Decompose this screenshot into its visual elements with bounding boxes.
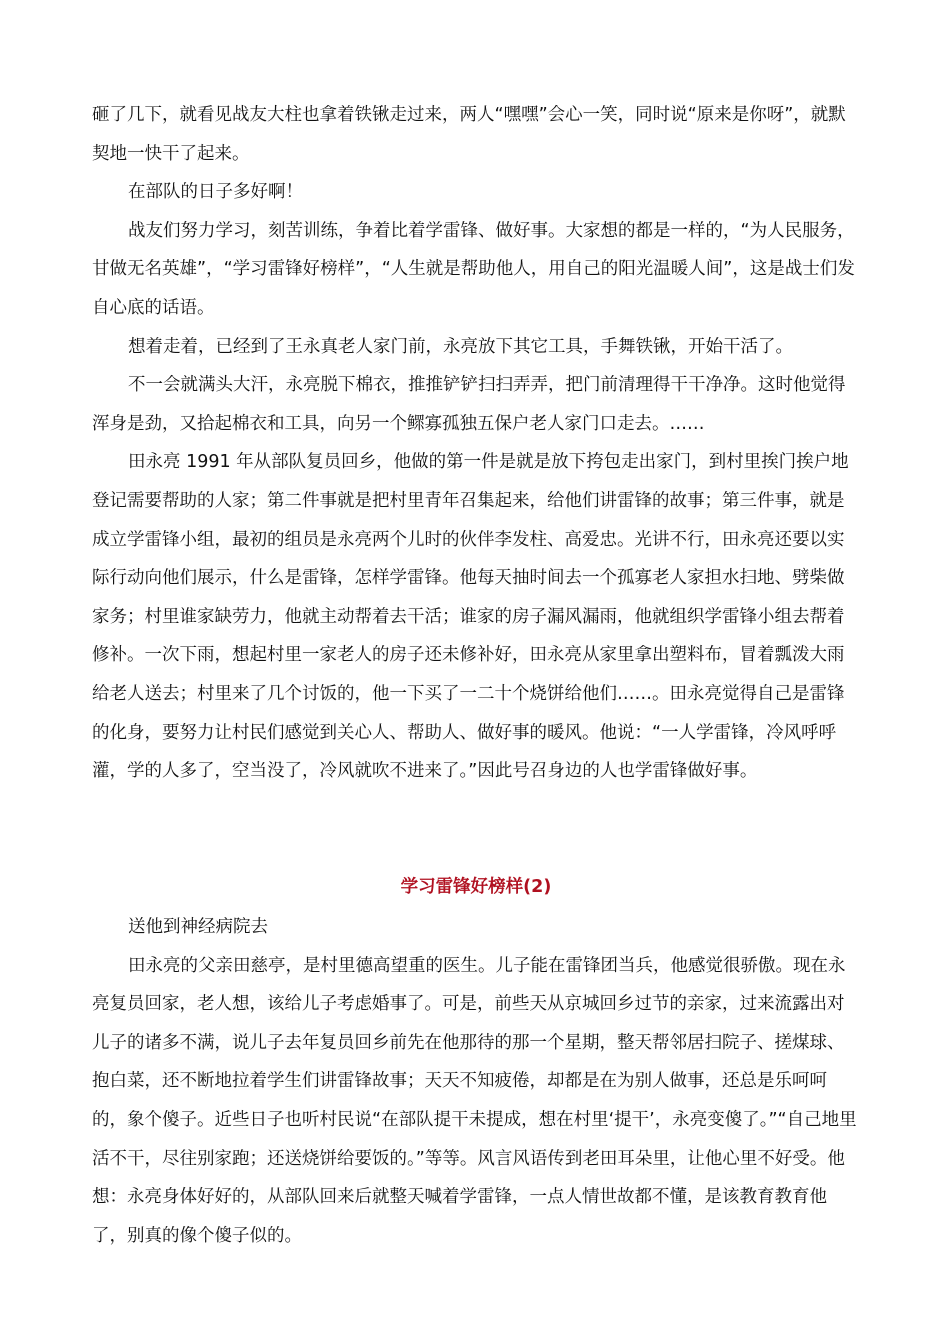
paragraph: 田永亮的父亲田慈亭，是村里德高望重的医生。儿子能在雷锋团当兵，他感觉很骄傲。现在永亮复员回家，老人想，该给儿子考虑婚事了。可是，前些天从京城回乡过节的亲家，过来流露出对儿子的诸多不满，说儿子去年复员回乡前先在他那待的那一个星期，整天帮邻居扫院子、搓煤球、抱白菜，还不断地拉着学生们讲雷锋故事；天天不知疲倦，却都是在为别人做事，还总是乐呵呵的，象个傻子。近些日子也听村民说“在部队提干未提成，想在村里‘提干’，永亮变傻了。”“自己地里活不干，尽往别家跑；还送烧饼给要饭的。”等等。风言风语传到老田耳朵里，让他心里不好受。他想：永亮身体好好的，从部队回来后就整天喊着学雷锋，一点人情世故都不懂，是该教育教育他了，别真的像个傻子似的。 (92, 955, 857, 1246)
paragraph: 战友们努力学习，刻苦训练，争着比着学雷锋、做好事。大家想的都是一样的，“为人民服务，甘做无名英雄”，“学习雷锋好榜样”，“人生就是帮助他人，用自己的阳光温暖人间”，这是战士们发自心底的话语。 (92, 220, 855, 318)
subheading: 送他到神经病院去 (128, 917, 268, 937)
paragraph: 在部队的日子多好啊！ (128, 182, 303, 203)
paragraph: 不一会就满头大汗，永亮脱下棉衣，推推铲铲扫扫弄弄，把门前清理得干干净净。这时他觉得浑身是劲，又拾起棉衣和工具，向另一个鳏寡孤独五保户老人家门口走去。…… (92, 375, 846, 434)
section-title: 学习雷锋好榜样(2) (400, 877, 552, 897)
story-part-2 (92, 908, 860, 1255)
paragraph-continuation: 砸了几下，就看见战友大柱也拿着铁锹走过来，两人“嘿嘿”会心一笑，同时说“原来是你呀”，就默契地一快干了起来。 (92, 105, 846, 164)
story-part-1 (92, 96, 860, 791)
paragraph: 想着走着，已经到了王永真老人家门前，永亮放下其它工具，手舞铁锹，开始干活了。 (128, 336, 793, 357)
paragraph: 田永亮 1991 年从部队复员回乡，他做的第一件是就是放下挎包走出家门，到村里挨门挨户地登记需要帮助的人家；第二件事就是把村里青年召集起来，给他们讲雷锋的故事；第三件事，就是成立学雷锋小组，最初的组员是永亮两个儿时的伙伴李发柱、高爱忠。光讲不行，田永亮还要以实际行动向他们展示，什么是雷锋，怎样学雷锋。他每天抽时间去一个孤寡老人家担水扫地、劈柴做家务；村里谁家缺劳力，他就主动帮着去干活；谁家的房子漏风漏雨，他就组织学雷锋小组去帮着修补。一次下雨，想起村里一家老人的房子还未修补好，田永亮从家里拿出塑料布，冒着瓢泼大雨给老人送去；村里来了几个讨饭的，他一下买了一二十个烧饼给他们……。田永亮觉得自己是雷锋的化身，要努力让村民们感觉到关心人、帮助人、做好事的暖风。他说：“一人学雷锋，冷风呼呼灌，学的人多了，空当没了，冷风就吹不进来了。”因此号召身边的人也学雷锋做好事。 (92, 452, 849, 782)
